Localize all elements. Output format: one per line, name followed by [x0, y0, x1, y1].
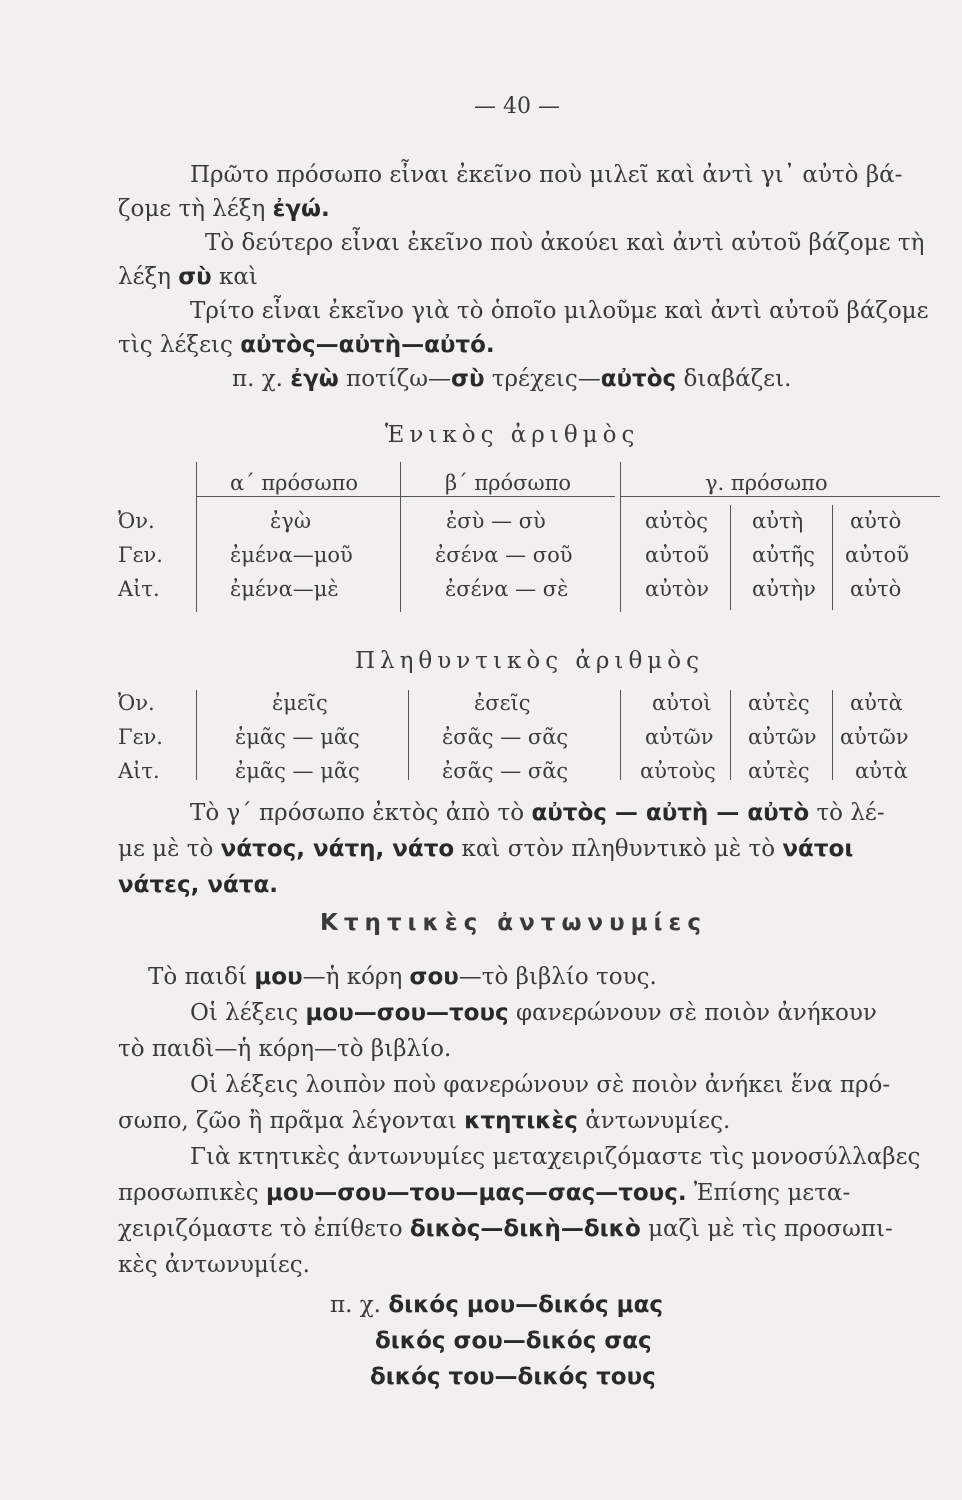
possessive-p3-line-2: προσωπικὲς μου—σου—του—μας—σας—τους. Ἐπίσης μετα- [118, 1180, 851, 1206]
plural-third-nom-f: αὐτὲς [748, 691, 810, 715]
plural-divider-1 [196, 690, 197, 780]
singular-case-acc: Αἰτ. [118, 577, 160, 601]
possessive-p2-line-2: σωπο, ζῶο ἢ πρᾶμα λέγονται κτητικὲς ἀντωνυμίες. [118, 1108, 731, 1134]
singular-col-header-1: α΄ πρόσωπο [230, 471, 359, 495]
singular-header-rule-2 [400, 496, 615, 497]
page-number: — 40 — [474, 94, 560, 119]
singular-third-nom-m: αὐτὸς [645, 509, 708, 533]
possessive-p3-line-1: Γιὰ κτητικὲς ἀντωνυμίες μεταχειριζόμαστε τὶς μονοσύλλαβες [190, 1144, 921, 1170]
singular-header-rule-1 [196, 496, 401, 497]
plural-first-gen: ἐμᾶς — μᾶς [235, 725, 360, 749]
plural-case-nom: Ὀν. [118, 691, 155, 715]
singular-divider-3 [620, 462, 621, 612]
plural-third-acc-m: αὐτοὺς [640, 759, 716, 783]
plural-third-acc-f: αὐτὲς [748, 759, 810, 783]
possessive-p3-line-3: χειριζόμαστε τὸ ἐπίθετο δικὸς—δικὴ—δικὸ μαζὶ μὲ τὶς προσωπι- [118, 1216, 893, 1242]
intro-line-4: λέξη σὺ καὶ [118, 264, 258, 290]
singular-third-gen-n: αὐτοῦ [845, 543, 909, 567]
plural-second-acc: ἐσᾶς — σᾶς [442, 759, 569, 783]
intro-line-6: τὶς λέξεις αὐτὸς—αὐτὴ—αὐτό. [118, 332, 495, 358]
singular-first-nom: ἐγὼ [270, 509, 311, 533]
singular-first-gen: ἐμένα—μοῦ [230, 543, 353, 567]
possessive-p1-line-2: τὸ παιδὶ—ἡ κόρη—τὸ βιβλίο. [118, 1036, 452, 1062]
possessive-p2-line-1: Οἱ λέξεις λοιπὸν ποὺ φανερώνουν σὲ ποιὸν ἀνήκει ἕνα πρό- [190, 1072, 891, 1098]
singular-heading: Ἑνικὸς ἀριθμὸς [385, 422, 640, 448]
plural-first-nom: ἐμεῖς [272, 691, 328, 715]
third-note-line-1: Τὸ γ΄ πρόσωπο ἐκτὸς ἀπὸ τὸ αὐτὸς — αὐτὴ — αὐτὸ τὸ λέ- [190, 800, 885, 826]
intro-example: π. χ. ἐγὼ ποτίζω—σὺ τρέχεις—αὐτὸς διαβάζει. [232, 366, 792, 392]
possessive-example-2-line-3: δικός του—δικός τους [370, 1364, 656, 1390]
third-note-line-3: νάτες, νάτα. [118, 872, 279, 898]
singular-third-acc-m: αὐτὸν [645, 577, 709, 601]
intro-line-1: Πρῶτο πρόσωπο εἶναι ἐκεῖνο ποὺ μιλεῖ καὶ ἀντὶ γι᾽ αὐτὸ βά- [190, 162, 903, 188]
singular-divider-4 [730, 505, 731, 610]
singular-third-acc-n: αὐτὸ [850, 577, 902, 601]
plural-case-gen: Γεν. [118, 725, 163, 749]
possessive-p1-line-1: Οἱ λέξεις μου—σου—τους φανερώνουν σὲ ποιὸν ἀνήκουν [190, 1000, 877, 1026]
singular-divider-2 [400, 462, 401, 612]
possessive-example-1: Τὸ παιδί μου—ἡ κόρη σου—τὸ βιβλίο τους. [148, 964, 657, 990]
plural-third-acc-n: αὐτὰ [855, 759, 908, 783]
singular-third-nom-f: αὐτὴ [752, 509, 804, 533]
singular-header-rule-3 [620, 496, 940, 497]
singular-second-acc: ἐσένα — σὲ [445, 577, 569, 601]
plural-divider-2 [408, 690, 409, 780]
plural-third-nom-m: αὐτοὶ [652, 691, 712, 715]
possessive-example-2-line-2: δικός σου—δικός σας [375, 1328, 652, 1354]
singular-case-gen: Γεν. [118, 543, 163, 567]
singular-divider-1 [196, 462, 197, 612]
plural-second-nom: ἐσεῖς [474, 691, 531, 715]
intro-line-5: Τρίτο εἶναι ἐκεῖνο γιὰ τὸ ὁποῖο μιλοῦμε καὶ ἀντὶ αὐτοῦ βάζομε [190, 298, 929, 324]
third-note-line-2: με μὲ τὸ νάτος, νάτη, νάτο καὶ στὸν πληθυντικὸ μὲ τὸ νάτοι [118, 836, 854, 862]
plural-divider-3 [620, 690, 621, 780]
singular-first-acc: ἐμένα—μὲ [230, 577, 339, 601]
singular-third-acc-f: αὐτὴν [752, 577, 816, 601]
plural-heading: Πληθυντικὸς ἀριθμὸς [355, 648, 704, 674]
singular-divider-5 [832, 505, 833, 610]
intro-line-3: Τὸ δεύτερο εἶναι ἐκεῖνο ποὺ ἀκούει καὶ ἀντὶ αὐτοῦ βάζομε τὴ [205, 230, 925, 256]
singular-col-header-3: γ. πρόσωπο [705, 471, 828, 495]
possessive-p3-line-4: κὲς ἀντωνυμίες. [118, 1252, 310, 1278]
plural-divider-5 [832, 690, 833, 780]
plural-case-acc: Αἰτ. [118, 759, 160, 783]
singular-third-gen-m: αὐτοῦ [645, 543, 709, 567]
singular-case-nom: Ὀν. [118, 509, 155, 533]
plural-first-acc: ἐμᾶς — μᾶς [235, 759, 360, 783]
possessive-heading: Κτητικὲς ἀντωνυμίες [320, 910, 707, 936]
plural-second-gen: ἐσᾶς — σᾶς [442, 725, 569, 749]
singular-third-nom-n: αὐτὸ [850, 509, 902, 533]
plural-divider-4 [730, 690, 731, 780]
plural-third-nom-n: αὐτὰ [850, 691, 903, 715]
singular-second-gen: ἐσένα — σοῦ [435, 543, 573, 567]
intro-line-2: ζομε τὴ λέξη ἐγώ. [118, 196, 330, 222]
plural-third-gen-n: αὐτῶν [840, 725, 909, 749]
plural-third-gen-m: αὐτῶν [645, 725, 714, 749]
plural-third-gen-f: αὐτῶν [748, 725, 817, 749]
singular-third-gen-f: αὐτῆς [752, 543, 815, 567]
possessive-example-2-line-1: π. χ. δικός μου—δικός μας [330, 1292, 664, 1318]
singular-second-nom: ἐσὺ — σὺ [446, 509, 546, 533]
singular-col-header-2: β΄ πρόσωπο [445, 471, 572, 495]
